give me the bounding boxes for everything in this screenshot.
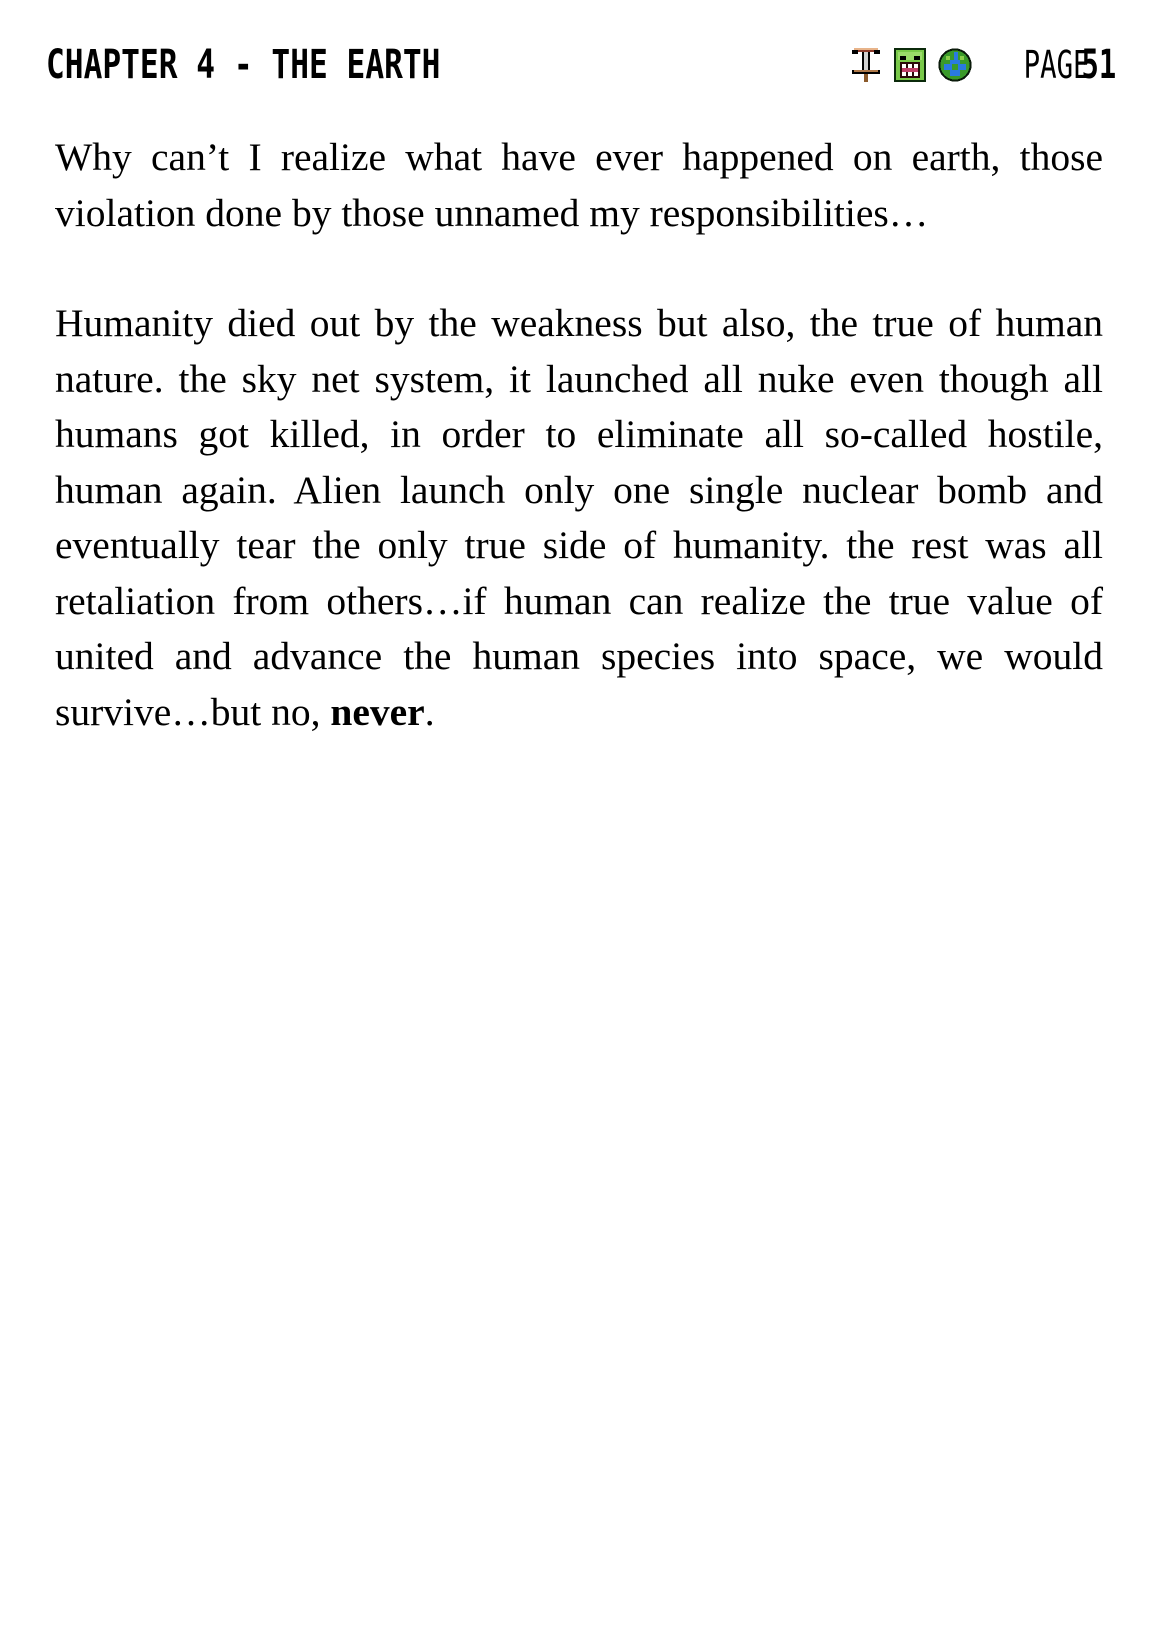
page-header: [46, 40, 1116, 90]
paragraph-2: [55, 296, 1103, 740]
paragraph-2-text: Humanity died out by the weakness but also, the true of human nature. the sky net system, it launched all nuke even though all humans got killed, in order to eliminate all so-called hostile, human again. Alien launch only one single nuclear bomb and eventually tear the only true side of humanity. the rest was all retaliation from others…if human can realize the true value of united and advance the human species into space, we would survive…but no,: [55, 301, 1103, 734]
header-right: [850, 42, 1116, 88]
sword-icon: [850, 48, 882, 82]
monster-icon: [894, 48, 926, 82]
chapter-title: CHAPTER 4 - THE EARTH: [46, 42, 441, 88]
paragraph-1: Why can’t I realize what have ever happened on earth, those violation done by those unnamed my responsibilities…: [55, 135, 1103, 235]
page-number: 51: [1081, 42, 1116, 88]
page-label: PAGE: [1023, 43, 1090, 87]
paragraph-2-end: .: [424, 689, 435, 734]
emphasis-never: never: [330, 689, 425, 734]
page-body: [55, 130, 1103, 795]
header-icons: [850, 48, 972, 82]
earth-icon: [938, 48, 972, 82]
